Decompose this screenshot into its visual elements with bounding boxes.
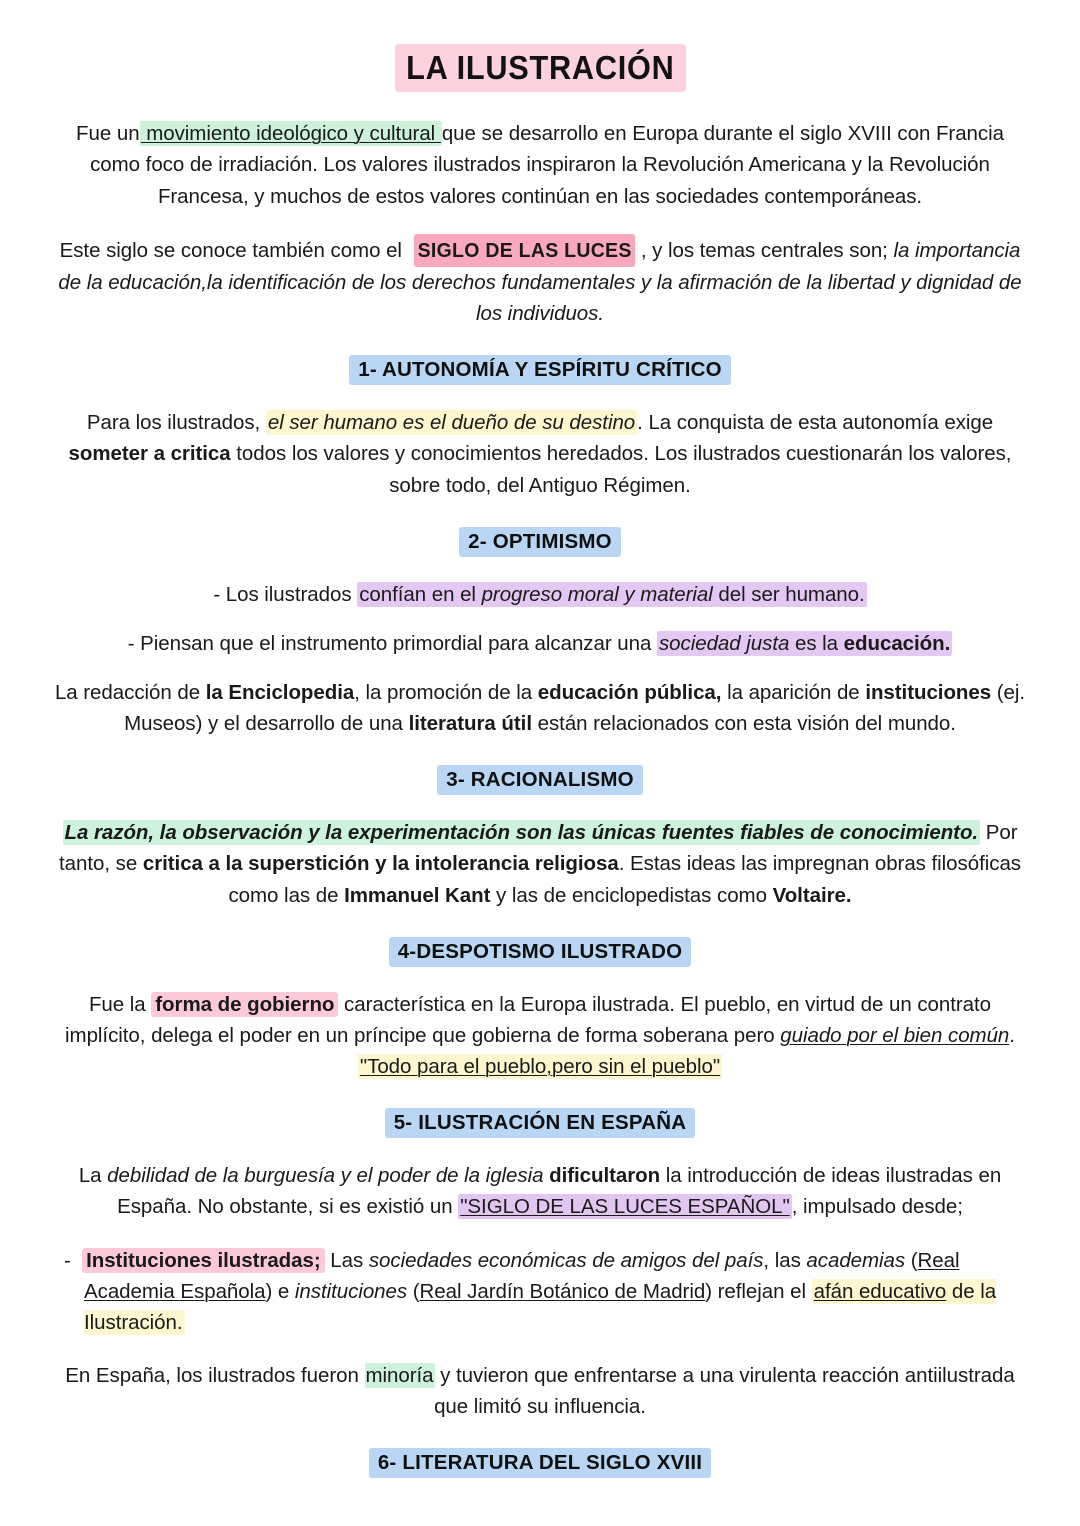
- section-header-container-4: [50, 937, 1030, 967]
- s5-b-text-b: , las: [763, 1248, 807, 1272]
- s5-underline-jardin-botanico: Real Jardín Botánico de Madrid: [419, 1279, 706, 1303]
- section-2-paragraph: [50, 677, 1030, 739]
- section-header-container-5: [50, 1108, 1030, 1138]
- s5-b-text-f: ) reflejan el: [705, 1279, 812, 1303]
- section-header-racionalismo: 3- RACIONALISMO: [437, 765, 643, 795]
- s5-b-text-e: (: [407, 1279, 420, 1303]
- section-header-container-3: [50, 765, 1030, 795]
- s5-underline-real-academia: Real Academia Española: [84, 1248, 960, 1303]
- s4-text-a: Fue la: [88, 992, 152, 1016]
- s2-bold-literatura-util: literatura útil: [408, 712, 532, 736]
- s2-b2-hl-bold-educacion: educación.: [843, 631, 951, 655]
- s1-bold-someter-a-critica: someter a critica: [68, 442, 231, 466]
- section-2-bullet-2: [50, 628, 1030, 659]
- s2-bold-instituciones: instituciones: [865, 680, 992, 704]
- s1-highlight-italic: el ser humano es el dueño de su destino: [267, 411, 636, 435]
- section-5-bullet: [50, 1245, 1030, 1338]
- section-header-despotismo: 4-DESPOTISMO ILUSTRADO: [389, 937, 692, 967]
- s2-b1-hl-a: confían en el: [359, 582, 482, 606]
- intro-paragraph-1: [50, 118, 1030, 211]
- s5-b-text-a: Las: [324, 1248, 369, 1272]
- s3-text-a: Por tanto, se: [59, 821, 1018, 876]
- s2-b1-hl-italic: progreso moral y material: [481, 582, 713, 606]
- s5-bold-dificultaron: dificultaron: [543, 1164, 661, 1188]
- s3-highlight-bold-italic: [63, 820, 981, 845]
- s3-text-b: . Estas ideas las impregnan obras filosóficas como las de: [228, 852, 1021, 907]
- section-header-autonomia: 1- AUTONOMÍA Y ESPÍRITU CRÍTICO: [349, 355, 730, 385]
- section-5-paragraph-2: [50, 1360, 1030, 1422]
- s2-b1-text-a: - Los ilustrados: [213, 582, 358, 606]
- s5-italic-debilidad: debilidad de la burguesía y el poder de la iglesia: [107, 1164, 544, 1188]
- section-header-literatura: 6- LITERATURA DEL SIGLO XVIII: [369, 1448, 711, 1478]
- intro-p2-text-b: , y los temas centrales son;: [640, 238, 894, 262]
- intro-p2-italic: la importancia de la educación,la identificación de los derechos fundamentales y la afirmación de la libertad y dignidad de los individuos.: [58, 238, 1022, 326]
- s1-text-b: . La conquista de esta autonomía exige: [637, 411, 994, 435]
- s2-text-b: , la promoción de la: [354, 680, 538, 704]
- intro-p2-text-a: Este siglo se conoce también como el: [59, 238, 408, 262]
- s5-text-a: La: [78, 1164, 108, 1188]
- s2-text-e: están relacionados con esta visión del mundo.: [531, 712, 956, 736]
- section-5-paragraph-1: [50, 1160, 1030, 1222]
- s2-b1-highlight: [357, 582, 866, 607]
- s1-text-c: todos los valores y conocimientos heredados. Los ilustrados cuestionarán los valores, sobre todo, del Antiguo Régimen.: [230, 442, 1012, 497]
- page-title-container: [50, 44, 1030, 92]
- s3-highlight-text: La razón, la observación y la experimentación son las únicas fuentes fiables de conocimiento.: [64, 821, 979, 845]
- intro-p1-text-a: Fue un: [76, 122, 140, 146]
- s5-highlight-instituciones-ilustradas: Instituciones ilustradas;: [82, 1248, 325, 1273]
- s5-text-c: , impulsado desde;: [791, 1195, 963, 1219]
- section-header-container-1: [50, 355, 1030, 385]
- s5-italic-academias: academias: [806, 1248, 906, 1272]
- section-header-ilustracion-espana: 5- ILUSTRACIÓN EN ESPAÑA: [385, 1108, 696, 1138]
- s5-text-b: la introducción de ideas ilustradas en España. No obstante, si es existió un: [117, 1164, 1002, 1219]
- s5-italic-instituciones: instituciones: [294, 1279, 408, 1303]
- s3-bold-voltaire: Voltaire.: [772, 883, 852, 907]
- s4-text-c: .: [1009, 1023, 1015, 1047]
- section-3-paragraph: [50, 817, 1030, 910]
- section-header-container-6: [50, 1448, 1030, 1478]
- s3-bold-immanuel-kant: Immanuel Kant: [344, 883, 491, 907]
- s2-bold-educacion-publica: educación pública,: [537, 680, 722, 704]
- intro-paragraph-2: [50, 234, 1030, 329]
- s5-bullet-dash: -: [64, 1248, 71, 1272]
- page-title: LA ILUSTRACIÓN: [395, 44, 686, 92]
- s5-b-text-d: ) e: [265, 1279, 295, 1303]
- intro-p1-highlight: movimiento ideológico y cultural: [140, 122, 441, 146]
- s2-bold-enciclopedia: la Enciclopedia: [205, 680, 355, 704]
- s2-text-c: la aparición de: [721, 680, 866, 704]
- s2-text-a: La redacción de: [54, 680, 206, 704]
- s1-text-a: Para los ilustrados,: [86, 411, 266, 435]
- intro-p1-text-b: que se desarrollo en Europa durante el siglo XVIII con Francia como foco de irradiación. Los valores ilustrados inspiraron la Revolución Americana y la Revolución Francesa, y muchos de estos valores continúan en las sociedades contemporáneas.: [90, 122, 1004, 208]
- s5-p2-text-b: y tuvieron que enfrentarse a una virulenta reacción antiilustrada que limitó su influencia.: [434, 1364, 1015, 1419]
- s5-italic-sociedades: sociedades económicas de amigos del país: [368, 1248, 764, 1272]
- s4-italic-underline-bien-comun: guiado por el bien común: [780, 1023, 1010, 1047]
- section-2-bullet-1: [50, 579, 1030, 610]
- s5-highlight-minoria: minoría: [365, 1364, 434, 1387]
- s3-text-c: y las de enciclopedistas como: [490, 883, 773, 907]
- s2-b2-highlight: [657, 631, 952, 656]
- s4-highlight-forma-de-gobierno: forma de gobierno: [151, 992, 338, 1017]
- s5-highlight-rest: de la Ilustración.: [84, 1279, 997, 1334]
- section-1-paragraph: [50, 407, 1030, 500]
- section-header-optimismo: 2- OPTIMISMO: [459, 527, 621, 557]
- s5-p2-text-a: En España, los ilustrados fueron: [65, 1364, 365, 1387]
- s2-b2-hl-b: es la: [789, 631, 844, 655]
- s5-highlight-siglo-luces-espanol: "SIGLO DE LAS LUCES ESPAÑOL": [460, 1195, 790, 1219]
- s2-b2-text-a: - Piensan que el instrumento primordial para alcanzar una: [127, 631, 657, 655]
- s4-text-b: característica en la Europa ilustrada. El pueblo, en virtud de un contrato implícito, delega el poder en un príncipe que gobierna de forma soberana pero: [65, 992, 992, 1047]
- s3-bold-critica: critica a la superstición y la intolerancia religiosa: [142, 852, 619, 876]
- intro-p2-highlight-siglo-de-las-luces: SIGLO DE LAS LUCES: [413, 234, 635, 267]
- s2-b2-hl-italic: sociedad justa: [658, 631, 790, 655]
- section-4-paragraph: [50, 989, 1030, 1082]
- s4-quote-highlight: "Todo para el pueblo,pero sin el pueblo": [359, 1055, 721, 1079]
- s5-b-text-c: (: [905, 1248, 918, 1272]
- s2-b1-hl-b: del ser humano.: [712, 582, 865, 606]
- s2-text-d: (ej. Museos) y el desarrollo de una: [124, 680, 1026, 736]
- section-header-container-2: [50, 527, 1030, 557]
- s5-underline-afan-educativo: afán educativo: [813, 1279, 947, 1303]
